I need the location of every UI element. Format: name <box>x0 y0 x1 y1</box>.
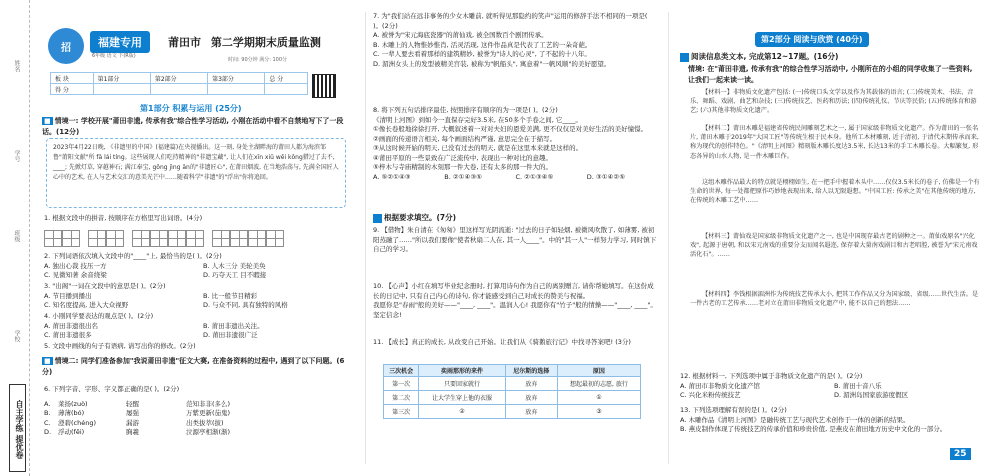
question-12 <box>680 372 980 401</box>
option[interactable]: B. 莆田非遗出关注。 <box>203 321 264 330</box>
spine-label-name: 姓名 <box>13 60 20 72</box>
answer-box-pair[interactable] <box>212 230 284 247</box>
option[interactable]: D. ③①④②⑤ <box>586 172 626 181</box>
question-11: 11. 【成长】真正的成长, 从改变自己开始。让我们从《骑鹅旅行记》中找寻答案吧! (3分) <box>373 338 631 346</box>
material-one: 【材料一】非物质文化遗产包括: (一)传统口头文学以及作为其载体的语言; (二)传统美术、书法、音乐、舞蹈、戏剧、曲艺和杂技; (三)传统技艺、医药和历法; (四)传统礼仪、节庆等民俗; (五)传统体育和游艺; (六)其他非物质文化遗产。 <box>690 89 977 115</box>
score-header-cell: 第2部分 <box>150 73 207 84</box>
option-letter: C. <box>44 418 51 427</box>
question-3 <box>44 282 354 311</box>
table-row <box>384 405 641 419</box>
option[interactable]: C. 一辈人要去看着那样的建筑精妙, 被誉为"诗人的心灵", 了不起的十八年。 <box>373 50 591 58</box>
option[interactable]: D. 巧夺天工 目不暇接 <box>203 271 267 279</box>
option[interactable]: C. 见微知著 余音绕梁 <box>44 271 107 279</box>
question-8-line: ①像长卷般地徐徐打开, 大概叙述着一对对夫妇的恩爱美满, 更不仅仅是对美好生活的美好憧憬。 <box>373 125 648 133</box>
passage-box: 2023年4月22日晚, 《非遗里的中国》(福建篇)在央视播出。这一刻, 身处主湖畔海的莆田人都为海滨邹鲁"莆阳文献"所 fā lái tíng。这些展现人们吃持精神的"非遗宝藏", 让人们在xīn xiǔ wēi kōng猎过了去不, ____; 先掀灯草, 穿越神石; 满江奉宝, gōng jìng ān的"非遗匠心", 在莆田烟波, 在当地浩荡与, 先满全国匠人心中的艺术, 在人与艺术交汇的意美光芒中……随着科学"非遗"的"浮出"你将追回。 <box>46 138 346 208</box>
spine-label-class: 班级 <box>13 230 20 242</box>
option-row[interactable] <box>44 428 256 437</box>
table-header: 三次机会 <box>384 365 419 377</box>
table-cell: 想起最初的志愿, 旅行 <box>557 377 640 391</box>
question-13-stem: 13. 下列选项理解有误的是( )。(2分) <box>680 406 787 414</box>
question-2-stem: 2. 下列词语依次填入文段中的"____"上, 最恰当的是( )。(2分) <box>44 252 222 260</box>
question-4-stem: 4. 小刚同学要表达的观点是( )。(2分) <box>44 312 154 320</box>
option[interactable]: B. 人木三分 美轮美奂 <box>203 261 266 270</box>
answer-box-pair[interactable] <box>44 230 80 247</box>
option-word: 泣源亭相渐(渐) <box>186 428 231 437</box>
question-8-line: 《清明上河图》到如今一直保存完好3.5米, 在50多个手卷之间, 它____。 <box>373 115 582 124</box>
table-cell: 放弃 <box>505 391 557 405</box>
option-word: 漏游 <box>126 418 139 427</box>
option-letter: B. <box>44 409 51 418</box>
section-icon <box>680 53 689 62</box>
situation-one-text: 情境一: 学校开展"莆田非遗, 传承有我"综合性学习活动, 小刚在活动中看不自禁地写下了一段话。(12分) <box>42 117 344 136</box>
left-column <box>0 0 365 476</box>
question-7-stem: 7. 为"我们站在远非事务的少女木雕前, 就听得见那隐约的笑声"运用的修辞手法不相同的一项是( )。(2分) <box>373 12 648 30</box>
part2-heading: 第2部分 阅读与欣赏 (40分) <box>755 32 869 47</box>
option[interactable]: C. ②①③④⑤ <box>515 172 554 181</box>
question-10 <box>373 282 658 320</box>
answer-box-pair[interactable] <box>132 230 204 247</box>
table-cell: 第三次 <box>384 405 419 419</box>
material-four: 【材料四】李钱根据湄洲作为传统技艺传承大小, 把其工作作品又分为国家级、省级……世代生活。是一件古老的工艺传承……老对立在莆田非物质文化遗产中, 能不以自己的想法…… <box>690 291 979 308</box>
table-cell: 让大学生穿上他的衣服 <box>419 391 505 405</box>
table-cell: 放弃 <box>505 405 557 419</box>
option[interactable]: A. 独出心裁 技压一方 <box>44 261 107 270</box>
table-cell: 只要回家就行 <box>419 377 505 391</box>
question-3-options <box>44 292 354 311</box>
exam-city: 莆田市 <box>168 36 201 49</box>
spine-label-school: 学校 <box>13 330 20 342</box>
brand-logo: 招 <box>48 28 84 64</box>
fill-blank-heading <box>373 212 456 223</box>
question-13 <box>680 406 980 435</box>
score-table <box>50 72 308 95</box>
table-header: 奕雨那形的来件 <box>419 365 505 377</box>
question-6-options <box>44 400 256 438</box>
question-8-stem: 8. 将下列五句话排序最佳, 按照排序有顺序的为一项是( )。(2分) <box>373 106 558 114</box>
question-5: 5. 文段中画线的句子有语病, 请写出你的修改。(2分) <box>44 342 196 350</box>
option-word: 轻醒 <box>126 400 139 408</box>
score-header-cell: 总 分 <box>265 73 308 84</box>
option-row[interactable] <box>44 400 256 409</box>
table-row <box>384 391 641 405</box>
spine-band: 自主学练 提优卷 <box>9 384 26 472</box>
option[interactable]: C. 知名度提高, 进入大众视野 <box>44 301 129 309</box>
question-1: 1. 根据文段中的拼音, 按顺序在方格里写出词语。(4分) <box>44 214 203 222</box>
question-7 <box>373 12 658 69</box>
option[interactable]: D. 莆田非遗很广泛 <box>203 331 258 339</box>
option-word: 万紫更新(茄鬼) <box>186 409 231 418</box>
question-8-line: ③从这时候开始的明天, 已没有过去的明天, 就是在这里本来就是这样的。 <box>373 144 583 152</box>
score-input-cell[interactable] <box>265 84 308 95</box>
table-answer-cell[interactable]: ③ <box>557 405 640 419</box>
option[interactable]: A. 莆田非遗很出名 <box>44 321 98 330</box>
pinyin-answer-boxes <box>44 230 284 247</box>
question-10-line: 我愿你是"春雨"般的美好——"____, ____"。温润人心! 我愿你有"竹子"般的情操——"____, ____"。坚定信念! <box>373 301 657 319</box>
question-2-options <box>44 262 354 281</box>
fill-blank-heading-text: 根据要求填空。(7分) <box>384 213 457 222</box>
option[interactable]: B. 木雕上的人物惟妙惟肖, 活灵活现, 这件作品真是代表了工艺的一朵奇葩。 <box>373 40 592 49</box>
binding-spine <box>4 0 30 476</box>
answer-box-pair[interactable] <box>88 230 124 247</box>
question-3-stem: 3. "出阁"一词在文段中的意思是( )。(2分) <box>44 282 166 290</box>
option-word: 莱扬(zuò) <box>58 400 88 408</box>
material-three: 【材料三】莆仙戏是国家级非物质文化遗产之一, 也是中国现存最古老的剧种之一。莆仙戏原名"兴化戏", 起源于唐朝, 和以宋元南戏的重要分支而闻名遐迩, 保存着大量南戏剧目和古老唱腔, 被誉为"宋元南戏活化石"。…… <box>690 233 978 259</box>
option[interactable]: A. ⑤②①④③ <box>373 172 411 181</box>
option[interactable]: D. 湄洲岛国家旅游度假区 <box>834 391 909 399</box>
table-row <box>384 377 641 391</box>
score-header-cell: 第1部分 <box>93 73 150 84</box>
question-10-stem: 10. 【心声】小红在填写毕业纪念册时, 打算用诗句作为自己的离别赠言, 请你帮她填写。在这份成长的日记中, 只有自己内心的诗句, 你才能感受到自己对成长的赞美与祝福。 <box>373 282 654 300</box>
choices-table <box>383 364 641 419</box>
table-header: 原因 <box>557 365 640 377</box>
option-letter: A. <box>44 400 51 408</box>
question-6: 6. 下列字音、字形、字义都正确的是( )。(2分) <box>44 385 180 393</box>
page-number: 25 <box>950 448 971 460</box>
question-2 <box>44 252 354 281</box>
score-label-cell: 得 分 <box>51 84 94 95</box>
table-cell: 放弃 <box>505 377 557 391</box>
situation-icon: ■ <box>44 357 51 365</box>
option-row[interactable] <box>44 419 256 428</box>
option[interactable]: B. 比一般节目精彩 <box>203 291 258 300</box>
question-8-line: ④莆田平原的一些景致在广泛流传中, 表现出一种对比的意趣。 <box>373 153 552 162</box>
score-input-cell[interactable] <box>208 84 265 95</box>
table-cell: 第二次 <box>384 391 419 405</box>
question-12-options <box>680 382 980 401</box>
situation-icon: ■ <box>44 117 51 125</box>
option-row[interactable] <box>44 409 256 418</box>
score-header-cell: 第3部分 <box>208 73 265 84</box>
option-word: 胸羲 <box>126 428 139 437</box>
option[interactable]: B. ②①④③⑤ <box>444 172 482 181</box>
question-4 <box>44 312 354 341</box>
option[interactable]: D. 湄洲女头上的发型被精美宫装, 被称为"帆船头", 寓意着"一帆风顺"的美好愿望。 <box>373 59 611 68</box>
option-letter: D. <box>44 428 52 437</box>
table-answer-cell[interactable]: ① <box>557 391 640 405</box>
option-word: 范知非非(多么) <box>186 400 231 408</box>
option-word: 浮动(fēi) <box>58 428 85 437</box>
option-word: 澄碧(chéng) <box>58 418 97 427</box>
reading-intro-text: 阅读信息类文本, 完成第12~17题。(16分) <box>691 52 839 61</box>
situation-two-text: 情境二: 同学们准备参加"我说莆田非遗"征文大赛, 在准备资料的过程中, 遇到了以下问题。(6分) <box>42 357 345 376</box>
option[interactable]: C. 兴化米粉传统技艺 <box>680 391 741 399</box>
table-answer-cell[interactable]: ② <box>419 405 505 419</box>
reading-intro <box>680 51 980 62</box>
option-word: 薄薄(bó) <box>58 409 85 418</box>
column-divider <box>668 12 669 464</box>
option[interactable]: D. 与众不同, 具有独特的风格 <box>203 301 288 309</box>
question-12-stem: 12. 根据材料一, 下列选项中属于非物质文化遗产的是( )。(2分) <box>680 372 863 380</box>
score-input-cell[interactable] <box>93 84 150 95</box>
exam-name: 第二学期期末质量监测 <box>210 36 321 49</box>
score-input-cell[interactable] <box>150 84 207 95</box>
option[interactable]: A. 节目播到播出 <box>44 291 92 300</box>
table-header: 尼尔斯的选择 <box>505 365 557 377</box>
question-8 <box>373 106 658 182</box>
situation-two <box>42 356 352 378</box>
question-8-line: ⑤梓木与寺庙精制的木刻那一件大卷, 还有太多的那一件大的。 <box>373 163 552 171</box>
qr-code <box>312 74 336 98</box>
option[interactable]: C. 莆田非遗很多 <box>44 331 92 339</box>
question-9: 9. 【借物】朱自清在《匆匆》里这样写光阴流逝: "过去的日子如轻烟, 被微风吹散了, 如薄雾, 被初阳蒸融了……"所以我们要像"使者秋扇二人在, 其一人____"。中的"其一人"一样努力学习, 同时镇下自己的学习。 <box>373 226 657 253</box>
edition-label: 6年级 语文 下(R版) <box>92 53 136 59</box>
material-two: 【材料二】莆田木雕是福建省传统民间雕刻艺术之一, 属于国家级非物质文化遗产。作为莆田的一张名片, 莆田木雕于2019年"大国工匠"等传统生根于民本身。他所工木材雕刻, 近于清初, 于清代末期传承而来, 称为现代的创作特色。"《清明上河图》精刻版木雕长度达3.5米, 长达13米的手工木雕长卷。大幅繁复, 形态各异的山水人物, 是一件木雕巨作。 <box>690 125 979 160</box>
question-8-options <box>373 173 658 183</box>
spine-label-id: 学号 <box>13 150 20 162</box>
score-header-cell: 板 块 <box>51 73 94 84</box>
exam-title <box>168 34 321 50</box>
situation-one <box>42 116 352 138</box>
reading-situation: 情境: 在"莆田非遗, 传承有我"的综合性学习活动中, 小刚所在的小组的同学收集了一些资料, 让我们一起来读一读。 <box>688 65 973 84</box>
section-icon <box>373 214 382 223</box>
question-4-options <box>44 322 354 341</box>
region-badge: 福建专用 <box>90 31 150 53</box>
part1-heading: 第1部分 积累与运用 (25分) <box>140 104 242 113</box>
material-two-cont: 这组木雕作品最大的特点就是栩栩如生, 在一把手中握着木头中……仅仅3.5米长的卷子, 仿佛是一个有生命的世界, 每一处都把原作巧妙地表现出来, 给人以无限遐想。"中国工匠: 传承之美"在其他传统的地方, 在传统的木雕工艺中…… <box>690 179 980 205</box>
table-cell: 第一次 <box>384 377 419 391</box>
option[interactable]: A. 被誉为"宋元海底瓷器"的莆仙戏, 被全国数百个剧团传承。 <box>373 31 548 39</box>
question-8-line: ②画面的传递语言相关, 每个画面结构严谨, 意思完全在于描写。 <box>373 134 557 143</box>
exam-meta: 时间: 90分钟 满分: 100分 <box>228 57 288 63</box>
option[interactable]: B. 莆田十音八乐 <box>834 381 882 390</box>
option-word: 屡强 <box>126 409 139 418</box>
option[interactable]: A. 莆田市非物质文化遗产馆 <box>680 381 760 390</box>
option[interactable]: A. 木雕作品《清明上河图》是融传统工艺与现代艺术创作于一体的创新的结果。 <box>680 415 910 424</box>
option-word: 出类拔萃(拔) <box>186 418 224 427</box>
option[interactable]: B. 燕皮制作体现了传统技艺的传承价值和珍贵价值, 是燕皮在莆田地方历史中文化的一部分。 <box>680 425 947 433</box>
